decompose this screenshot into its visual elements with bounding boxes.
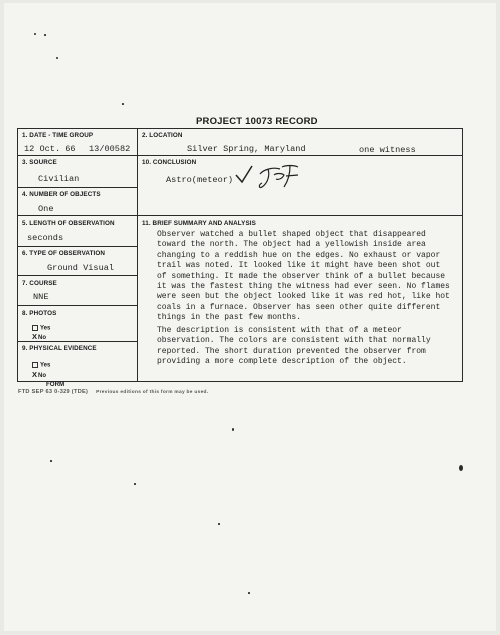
row-divider <box>18 275 137 276</box>
checked-mark: X <box>32 370 38 379</box>
form-number <box>18 389 208 395</box>
yes-label: Yes <box>40 362 51 369</box>
scan-speck <box>44 34 46 36</box>
row-divider <box>18 341 137 342</box>
course-value: NNE <box>33 292 49 302</box>
type-of-observation-value: Ground Visual <box>47 263 115 273</box>
number-of-objects-value: One <box>38 204 54 214</box>
source-value: Civilian <box>38 174 80 184</box>
row-divider <box>18 187 137 188</box>
photos-label: 8. PHOTOS <box>22 310 57 317</box>
number-of-objects-label: 4. NUMBER OF OBJECTS <box>22 191 101 198</box>
length-of-observation-value: seconds <box>27 233 64 243</box>
yes-label: Yes <box>40 325 51 332</box>
photos-no-checkbox <box>32 332 46 341</box>
row-divider <box>18 305 137 306</box>
no-label: No <box>38 335 47 341</box>
time-value: 13/00582 <box>89 144 131 154</box>
row-divider <box>18 215 462 216</box>
bottom-border <box>18 381 462 382</box>
brief-summary-label: 11. BRIEF SUMMARY AND ANALYSIS <box>142 220 256 227</box>
course-label: 7. COURSE <box>22 280 57 287</box>
conclusion-value: Astro(meteor) <box>166 175 234 185</box>
length-of-observation-label: 5. LENGTH OF OBSERVATION <box>22 220 115 227</box>
checkbox-box <box>32 325 38 331</box>
date-value: 12 Oct. 66 <box>24 144 76 154</box>
form-edition-note: Previous editions of this form may be used. <box>96 390 209 395</box>
witness-count: one witness <box>359 145 416 155</box>
scan-speck <box>134 483 136 485</box>
checkbox-box <box>32 362 38 368</box>
photos-yes-checkbox <box>32 325 50 332</box>
scan-speck <box>248 592 250 594</box>
row-divider <box>18 155 462 156</box>
location-value: Silver Spring, Maryland <box>187 144 306 154</box>
column-divider <box>137 129 138 381</box>
scan-speck <box>34 33 36 35</box>
check-and-initials-mark <box>234 163 312 191</box>
checked-mark: X <box>32 332 38 341</box>
row-divider <box>18 246 137 247</box>
scan-speck <box>218 523 220 525</box>
scan-speck <box>122 103 124 105</box>
record-form <box>17 128 463 382</box>
conclusion-label: 10. CONCLUSION <box>142 159 197 166</box>
summary-paragraph-1: Observer watched a bullet shaped object that disappeared toward the north. The object had a yellowish inside area changing to a reddish hue on the edges. No exhaust or vapor trail was noted. It looked like it might have been shot out of something. It made the observer think of a bullet because it was the fastest thing the witness had ever seen. No flames were seen but the object looked like it was red hot, like hot coals in a furnace. Observer has seen other quite different things in the past few months. <box>157 230 450 323</box>
scan-speck <box>56 57 58 59</box>
physical-evidence-label: 9. PHYSICAL EVIDENCE <box>22 345 97 352</box>
page-title: PROJECT 10073 RECORD <box>196 116 318 127</box>
scan-speck <box>459 465 463 471</box>
location-label: 2. LOCATION <box>142 132 183 139</box>
source-label: 3. SOURCE <box>22 159 57 166</box>
form-caption: FORM <box>46 381 65 388</box>
evidence-yes-checkbox <box>32 362 50 369</box>
type-of-observation-label: 6. TYPE OF OBSERVATION <box>22 250 106 257</box>
no-label: No <box>38 373 47 379</box>
summary-paragraph-2: The description is consistent with that of a meteor observation. The colors are consistent with that normally reported. The short duration prevented the observer from providing a more complete description of the object. <box>157 326 431 367</box>
scan-speck <box>232 428 234 431</box>
evidence-no-checkbox <box>32 370 46 379</box>
date-time-label: 1. DATE - TIME GROUP <box>22 132 94 139</box>
scan-speck <box>50 460 52 462</box>
form-number-text: FTD SEP 63 0-329 (TDE) <box>18 389 89 395</box>
